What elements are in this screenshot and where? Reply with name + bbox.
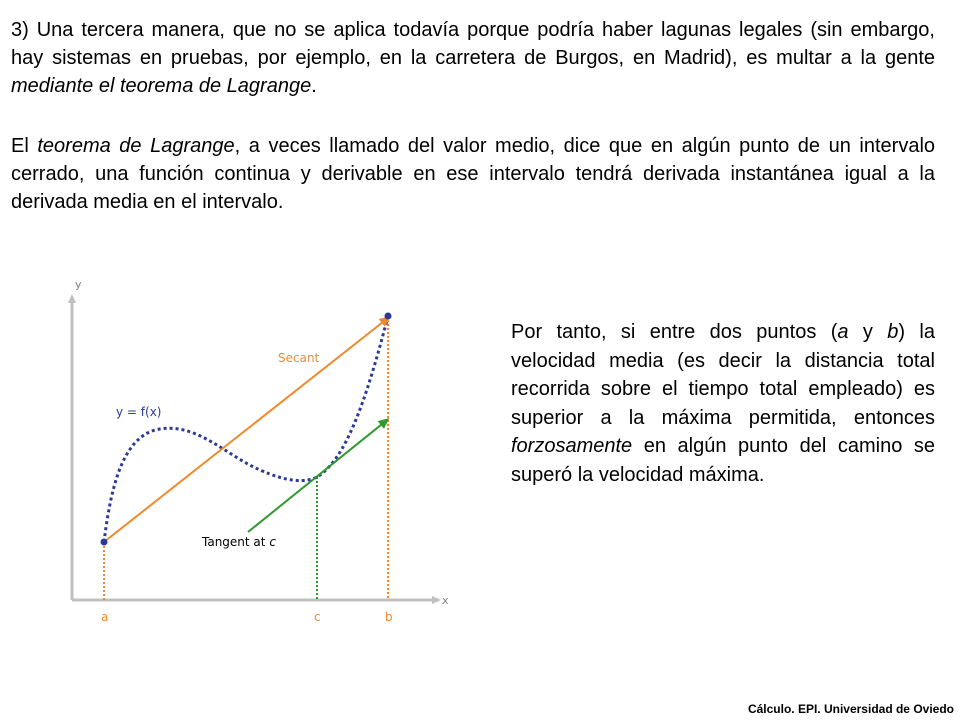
y-axis-label: y (75, 278, 82, 291)
paragraph-third-method (11, 16, 935, 100)
tangent-arrow (248, 420, 387, 532)
conclusion-text-1: Por tanto, si entre dos puntos ( (511, 321, 838, 343)
paragraph-third-method-emphasis: mediante el teorema de Lagrange (11, 75, 312, 97)
conclusion-text-y: y (848, 321, 888, 343)
paragraph-lagrange-theorem (11, 132, 935, 216)
paragraph-conclusion (511, 318, 935, 489)
secant-label: Secant (278, 351, 320, 365)
paragraph-lagrange-text: , a veces llamado del valor medio, dice que en algún punto de un intervalo cerrado, una función continua y derivable en ese intervalo tendrá derivada instantánea igual a la derivada media en el intervalo. (11, 135, 936, 213)
tangent-label-var: c (269, 535, 276, 549)
conclusion-emphasis: forzosamente (511, 435, 633, 457)
mean-value-theorem-figure (55, 270, 475, 640)
paragraph-third-method-end: . (311, 75, 317, 97)
point-b (385, 313, 392, 320)
point-a (101, 539, 108, 546)
tangent-label-text: Tangent at (202, 535, 270, 549)
tick-label-a: a (101, 610, 109, 624)
tangent-label (201, 535, 276, 549)
secant-line (104, 318, 388, 542)
paragraph-lagrange-emphasis: teorema de Lagrange (37, 135, 235, 157)
conclusion-var-b: b (887, 321, 899, 343)
function-label: y = f(x) (116, 405, 162, 419)
conclusion-text-2: ) la velocidad media (es decir la distancia total recorrida sobre el tiempo total empleado) es superior a la máxima permitida, entonces (511, 321, 935, 429)
tick-label-c: c (314, 610, 321, 624)
x-axis-label: x (442, 594, 449, 607)
conclusion-var-a: a (837, 321, 849, 343)
footer-credit: Cálculo. EPI. Universidad de Oviedo (747, 702, 954, 716)
paragraph-third-method-text: 3) Una tercera manera, que no se aplica todavía porque podría haber lagunas legales (sin embargo, hay sistemas en pruebas, por ejemplo, en la carretera de Burgos, en Madrid), es multar a la gente (11, 19, 935, 69)
tick-label-b: b (385, 610, 393, 624)
conclusion-text-3: en algún punto del camino se superó la velocidad máxima. (511, 435, 935, 486)
paragraph-lagrange-start: El (11, 135, 38, 157)
